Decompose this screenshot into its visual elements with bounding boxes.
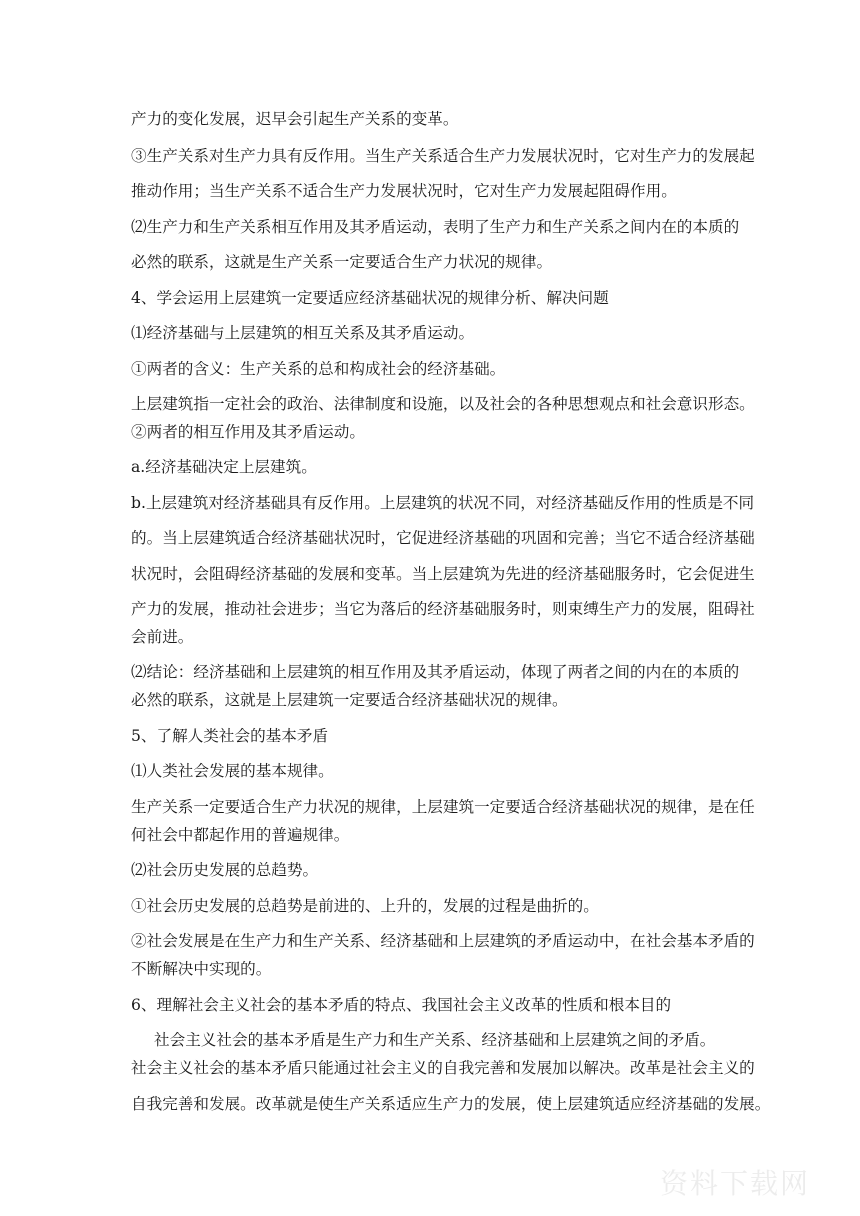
- text-line: 不断解决中实现的。: [131, 960, 272, 978]
- text-line: 状况时，会阻碍经济基础的发展和变革。当上层建筑为先进的经济基础服务时，它会促进生: [131, 565, 755, 583]
- text-line: ②社会发展是在生产力和生产关系、经济基础和上层建筑的矛盾运动中，在社会基本矛盾的: [131, 932, 755, 950]
- text-line: 推动作用；当生产关系不适合生产力发展状况时，它对生产力发展起阻碍作用。: [131, 182, 677, 200]
- text-line: 会前进。: [131, 628, 194, 646]
- text-line: 的。当上层建筑适合经济基础状况时，它促进经济基础的巩固和完善；当它不适合经济基础: [131, 529, 755, 547]
- text-line: 产力的发展，推动社会进步；当它为落后的经济基础服务时，则束缚生产力的发展，阻碍社: [131, 600, 755, 618]
- text-line: 4、学会运用上层建筑一定要适应经济基础状况的规律分析、解决问题: [131, 289, 609, 307]
- text-line: 上层建筑指一定社会的政治、法律制度和设施，以及社会的各种思想观点和社会意识形态。: [131, 395, 755, 413]
- text-line: ⑵结论：经济基础和上层建筑的相互作用及其矛盾运动，体现了两者之间的内在的本质的: [131, 663, 740, 681]
- text-line: 社会主义社会的基本矛盾是生产力和生产关系、经济基础和上层建筑之间的矛盾。: [154, 1031, 716, 1049]
- text-line: 生产关系一定要适合生产力状况的规律，上层建筑一定要适合经济基础状况的规律，是在任: [131, 798, 755, 816]
- text-line: ⑴经济基础与上层建筑的相互关系及其矛盾运动。: [131, 324, 475, 342]
- text-line: ①两者的含义：生产关系的总和构成社会的经济基础。: [131, 360, 506, 378]
- text-line: 社会主义社会的基本矛盾只能通过社会主义的自我完善和发展加以解决。改革是社会主义的: [131, 1059, 755, 1077]
- text-line: b.上层建筑对经济基础具有反作用。上层建筑的状况不同，对经济基础反作用的性质是不同: [131, 494, 755, 512]
- text-line: ②两者的相互作用及其矛盾运动。: [131, 423, 365, 441]
- text-line: ③生产关系对生产力具有反作用。当生产关系适合生产力发展状况时，它对生产力的发展起: [131, 147, 755, 165]
- watermark: 资料下载网: [660, 1167, 811, 1200]
- text-line: ⑵生产力和生产关系相互作用及其矛盾运动，表明了生产力和生产关系之间内在的本质的: [131, 218, 740, 236]
- text-line: 必然的联系，这就是上层建筑一定要适合经济基础状况的规律。: [131, 691, 568, 709]
- text-line: 5、了解人类社会的基本矛盾: [131, 727, 329, 745]
- text-line: 自我完善和发展。改革就是使生产关系适应生产力的发展，使上层建筑适应经济基础的发展。: [131, 1095, 771, 1113]
- text-line: 何社会中都起作用的普遍规律。: [131, 826, 350, 844]
- text-line: 产力的变化发展，迟早会引起生产关系的变革。: [131, 110, 459, 128]
- text-line: 必然的联系，这就是生产关系一定要适合生产力状况的规律。: [131, 253, 553, 271]
- text-line: ⑴人类社会发展的基本规律。: [131, 762, 334, 780]
- text-line: ⑵社会历史发展的总趋势。: [131, 861, 319, 879]
- text-line: a.经济基础决定上层建筑。: [131, 458, 317, 476]
- text-line: 6、理解社会主义社会的基本矛盾的特点、我国社会主义改革的性质和根本目的: [131, 996, 672, 1014]
- text-line: ①社会历史发展的总趋势是前进的、上升的，发展的过程是曲折的。: [131, 897, 599, 915]
